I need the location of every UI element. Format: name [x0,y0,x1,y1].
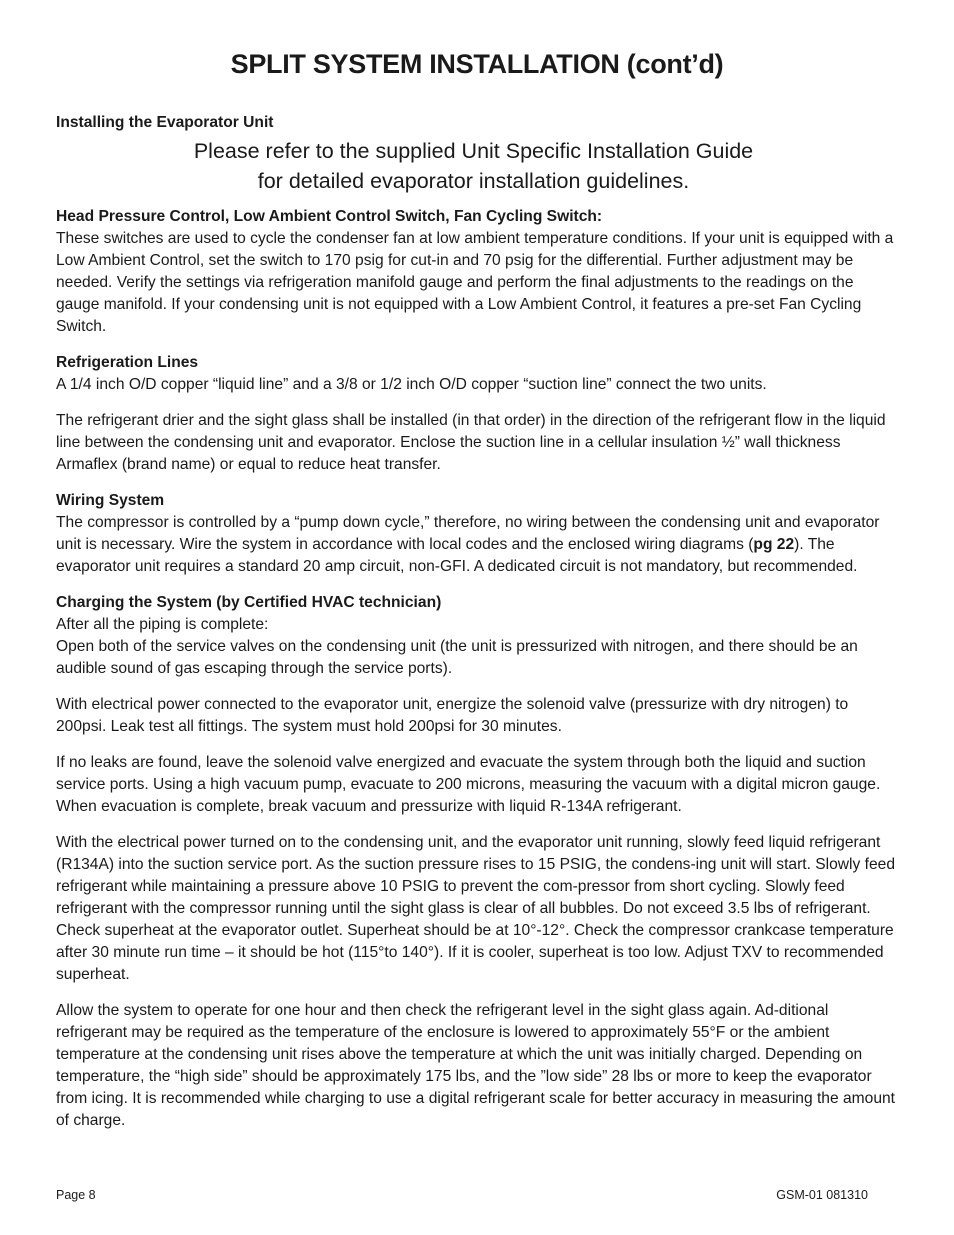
section-wiring [56,490,901,578]
wiring-body [56,512,901,578]
evaporator-callout [46,136,901,196]
page-title: SPLIT SYSTEM INSTALLATION (cont’d) [230,49,724,79]
section-refrigeration-lines [56,352,901,476]
section-evaporator [56,112,901,196]
evaporator-heading: Installing the Evaporator Unit [56,114,274,131]
charging-paragraph-5: Allow the system to operate for one hour and then check the refrigerant level in the sight glass again. Ad-ditional refrigerant may be required as the temperature of the enclosure is lowered to approximately 55°F or the ambient temperature at the condensing unit rises above the temperature at which the unit was initially charged. Depending on temperature, the “high side” should be approximately 175 lbs, and the ”low side” 28 lbs or more to keep the evaporator from icing. It is recommended while charging to use a digital refrigerant scale for better accuracy in measuring the amount of charge. [56,1002,896,1129]
wiring-body-start: The compressor is controlled by a “pump down cycle,” therefore, no wiring between the condensing unit and evaporator unit is necessary. Wire the system in accordance with local codes and the enclosed wiring diagrams ( [56,514,880,553]
charging-paragraph-4: With the electrical power turned on to the condensing unit, and the evaporator unit running, slowly feed liquid refrigerant (R134A) into the suction service port. As the suction pressure rises to 15 PSIG, the condens-ing unit will start. Slowly feed refrigerant while maintaining a pressure above 10 PSIG to prevent the com-pressor from short cycling. Slowly feed refrigerant with the compressor running until the sight glass is clear of all bubbles. Do not exceed 3.5 lbs of refrigerant. Check superheat at the evaporator outlet. Superheat should be at 10°-12°. Check the compressor crankcase temperature after 30 minute run time – it should be hot (115°to 140°). If it is cooler, superheat is too low. Adjust TXV to recommended superheat. [56,834,896,983]
callout-line-1: Please refer to the supplied Unit Specific Installation Guide [193,139,754,163]
wiring-page-reference: pg 22 [753,536,795,553]
charging-paragraph-1: Open both of the service valves on the condensing unit (the unit is pressurized with nitrogen, and there should be an audible sound of gas escaping through the service ports). [56,638,858,677]
charging-paragraph-2: With electrical power connected to the evaporator unit, energize the solenoid valve (pressurize with dry nitrogen) to 200psi. Leak test all fittings. The system must hold 200psi for 30 minutes. [56,696,849,735]
page-content [56,112,901,1146]
head-pressure-body: These switches are used to cycle the condenser fan at low ambient temperature conditions. If your unit is equipped with a Low Ambient Control, set the switch to 170 psig for cut-in and 70 psig for the differential. Further adjustment may be needed. Verify the settings via refrigeration manifold gauge and perform the final adjustments to the readings on the gauge manifold. If your condensing unit is not equipped with a Low Ambient Control, it features a pre-set Fan Cycling Switch. [56,230,894,335]
refrigeration-lines-body-2: The refrigerant drier and the sight glass shall be installed (in that order) in the direction of the refrigerant flow in the liquid line between the condensing unit and evaporator. Enclose the suction line in a cellular insulation ½” wall thickness Armaflex (brand name) or equal to reduce heat transfer. [56,412,886,473]
wiring-heading: Wiring System [56,492,165,509]
footer-document-id: GSM-01 081310 [776,1188,868,1202]
charging-intro: After all the piping is complete: [56,616,269,633]
section-charging [56,592,901,1132]
charging-paragraph-3: If no leaks are found, leave the solenoid valve energized and evacuate the system through both the liquid and suction service ports. Using a high vacuum pump, evacuate to 200 microns, measuring the vacuum with a digital micron gauge. When evacuation is complete, break vacuum and pressurize with liquid R-134A refrigerant. [56,754,881,815]
head-pressure-heading: Head Pressure Control, Low Ambient Control Switch, Fan Cycling Switch: [56,208,603,225]
refrigeration-lines-body-1: A 1/4 inch O/D copper “liquid line” and a 3/8 or 1/2 inch O/D copper “suction line” connect the two units. [56,376,767,393]
refrigeration-lines-heading: Refrigeration Lines [56,354,199,371]
charging-heading: Charging the System (by Certified HVAC technician) [56,594,442,611]
callout-line-2: for detailed evaporator installation guidelines. [257,169,690,193]
wiring-body-end: ). The evaporator unit requires a standard 20 amp circuit, non-GFI. A dedicated circuit is not mandatory, but recommended. [56,536,858,575]
footer-page-number: Page 8 [56,1188,96,1202]
section-head-pressure [56,206,901,338]
